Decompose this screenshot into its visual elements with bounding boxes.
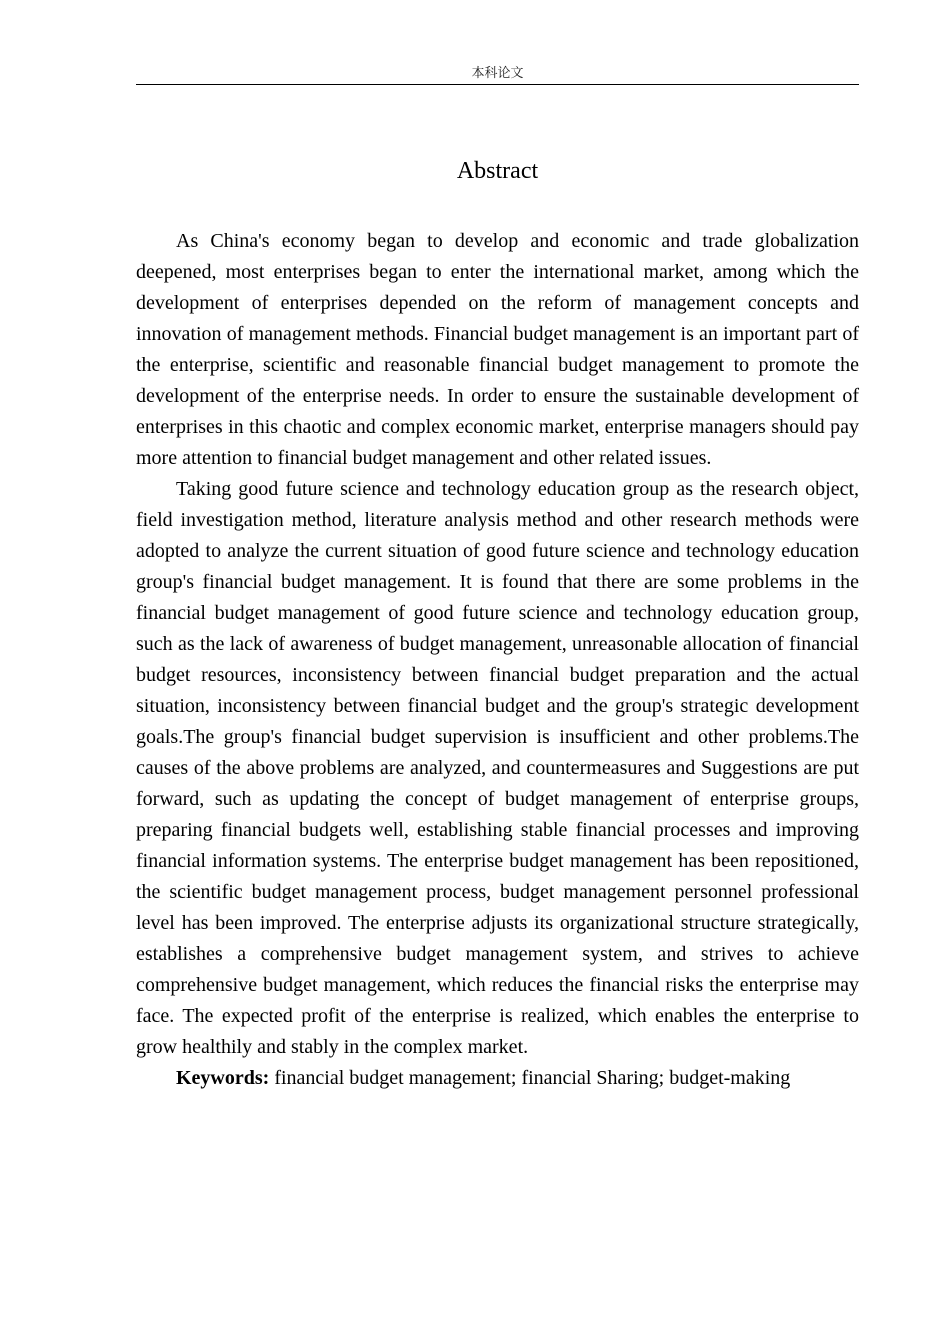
abstract-paragraph-2: Taking good future science and technology education group as the research object, field investigation method, literature analysis method and other research methods were adopted to analyze the current situation of good future science and technology education group's financial budget management. It is found that there are some problems in the financial budget management of good future science and technology education group, such as the lack of awareness of budget management, unreasonable allocation of financial budget resources, inconsistency between financial budget preparation and the actual situation, inconsistency between financial budget and the group's strategic development goals.The group's financial budget supervision is insufficient and other problems.The causes of the above problems are analyzed, and countermeasures and Suggestions are put forward, such as updating the concept of budget management of enterprise groups, preparing financial budgets well, establishing stable financial processes and improving financial information systems. The enterprise budget management has been repositioned, the scientific budget management process, budget management personnel professional level has been improved. The enterprise adjusts its organizational structure strategically, establishes a comprehensive budget management system, and strives to achieve comprehensive budget management, which reduces the financial risks the enterprise may face. The expected profit of the enterprise is realized, which enables the enterprise to grow healthily and stably in the complex market. bbox=[136, 478, 859, 1058]
keywords-line bbox=[136, 1063, 859, 1094]
keywords-label: Keywords: bbox=[176, 1067, 270, 1089]
page-header bbox=[136, 64, 859, 85]
abstract-body bbox=[136, 226, 859, 1094]
running-title: 本科论文 bbox=[471, 66, 524, 81]
abstract-paragraph-1: As China's economy began to develop and economic and trade globalization deepened, most enterprises began to enter the international market, among which the development of enterprises depended on the reform of management concepts and innovation of management methods. Financial budget management is an important part of the enterprise, scientific and reasonable financial budget management to promote the development of the enterprise needs. In order to ensure the sustainable development of enterprises in this chaotic and complex economic market, enterprise managers should pay more attention to financial budget management and other related issues. bbox=[136, 230, 859, 469]
keywords-text: financial budget management; financial Sharing; budget-making bbox=[269, 1067, 791, 1089]
abstract-title: Abstract bbox=[456, 158, 539, 184]
